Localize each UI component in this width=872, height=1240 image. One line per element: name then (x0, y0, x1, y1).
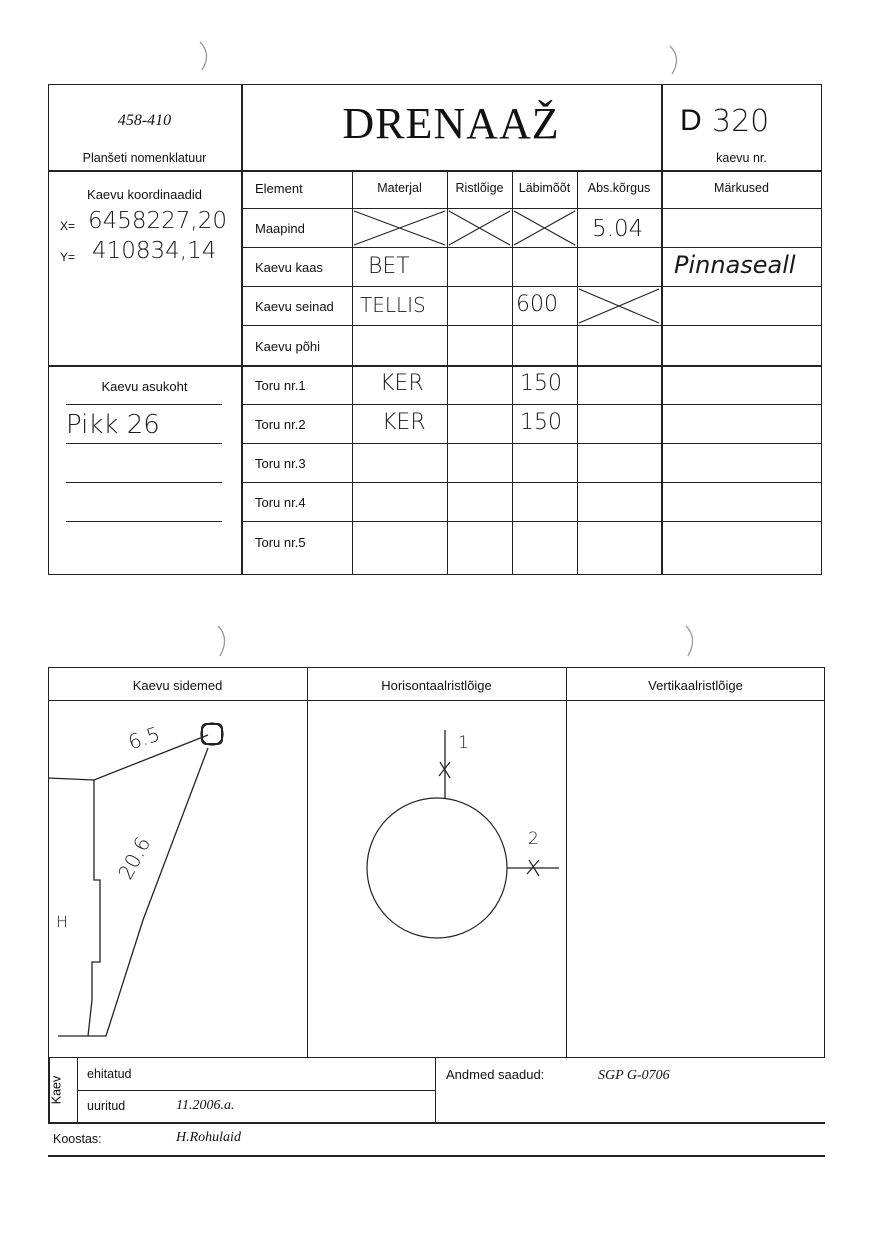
built-label: ehitatud (87, 1067, 132, 1081)
cell-cross-mark (512, 208, 577, 247)
well-symbol (202, 724, 222, 744)
surveyed-label: uuritud (87, 1099, 126, 1113)
column-header-markused: Märkused (714, 181, 769, 195)
cell-materjal-kaevu-kaas: BET (368, 254, 410, 279)
cell-markused-kaevu-kaas: Pinnaseall (674, 251, 796, 279)
row-label: Kaevu põhi (255, 339, 321, 354)
row-label: Maapind (255, 221, 305, 236)
column-header-labimoot: Läbimõõt (518, 181, 571, 195)
cell-cross-mark (447, 208, 512, 247)
sketch-header-vertikaal: Vertikaalristlõige (648, 678, 743, 693)
cell-cross-mark (577, 286, 661, 325)
punch-hole-mark (682, 624, 702, 658)
row-label: Toru nr.2 (255, 417, 306, 432)
row-label: Toru nr.5 (255, 535, 306, 550)
pipe2-label: 2 (528, 829, 539, 849)
row-label: Toru nr.3 (255, 456, 306, 471)
cell-materjal-toru-1: KER (380, 371, 424, 396)
distance-top: 6.5 (125, 721, 163, 755)
page-title: DRENAAŽ (342, 99, 560, 148)
punch-hole-mark (666, 44, 686, 76)
row-label: Kaevu kaas (255, 260, 323, 275)
cell-materjal-toru-2: KER (382, 410, 426, 435)
row-label: Toru nr.4 (255, 495, 306, 510)
location-sketch (48, 700, 307, 1058)
y-prefix: Y= (60, 250, 76, 264)
well-number-label: kaevu nr. (716, 151, 767, 165)
punch-hole-mark (196, 40, 216, 72)
sketch-header-sidemed: Kaevu sidemed (132, 678, 223, 693)
well-circle (367, 798, 507, 938)
building-label: H (56, 912, 69, 931)
data-source-label: Andmed saadud: (446, 1067, 545, 1082)
sketch-header-horisontaal: Horisontaalristlõige (381, 678, 492, 693)
cell-cross-mark (352, 208, 447, 247)
nomenclature-value: 458-410 (117, 112, 172, 129)
cell-abs-korgus-maapind: 5.04 (592, 216, 644, 242)
column-header-element: Element (255, 181, 303, 196)
pipe1-label: 1 (458, 733, 469, 753)
side-label-kaev: Kaev (49, 1075, 64, 1105)
compiled-value: H.Rohulaid (176, 1130, 241, 1145)
location-label: Kaevu asukoht (101, 379, 188, 394)
column-header-ristloige: Ristlõige (455, 181, 504, 195)
location-value: Pikk 26 (66, 410, 160, 440)
column-header-materjal: Materjal (377, 181, 422, 195)
row-label: Toru nr.1 (255, 378, 306, 393)
cell-labimoot-kaevu-seinad: 600 (516, 292, 558, 317)
data-source-value: SGP G-0706 (598, 1068, 670, 1083)
column-header-abs-korgus: Abs.kõrgus (587, 181, 651, 195)
punch-hole-mark (214, 624, 234, 658)
surveyed-value: 11.2006.a. (176, 1098, 235, 1113)
x-prefix: X= (60, 219, 76, 233)
compiled-label: Koostas: (53, 1132, 102, 1146)
horizontal-section-drawing (307, 700, 566, 1058)
y-coordinate: 410834,14 (92, 238, 217, 264)
cell-materjal-kaevu-seinad: TELLIS (360, 293, 426, 317)
well-number-value: 320 (712, 104, 770, 139)
distance-diagonal: 20.6 (113, 832, 156, 884)
coordinates-label: Kaevu koordinaadid (87, 187, 202, 202)
cell-labimoot-toru-2: 150 (520, 410, 562, 435)
x-coordinate: 6458227,20 (88, 208, 228, 234)
well-number-prefix: D (680, 104, 702, 137)
nomenclature-label: Planšeti nomenklatuur (82, 151, 207, 165)
cell-labimoot-toru-1: 150 (520, 371, 562, 396)
row-label: Kaevu seinad (255, 299, 334, 314)
